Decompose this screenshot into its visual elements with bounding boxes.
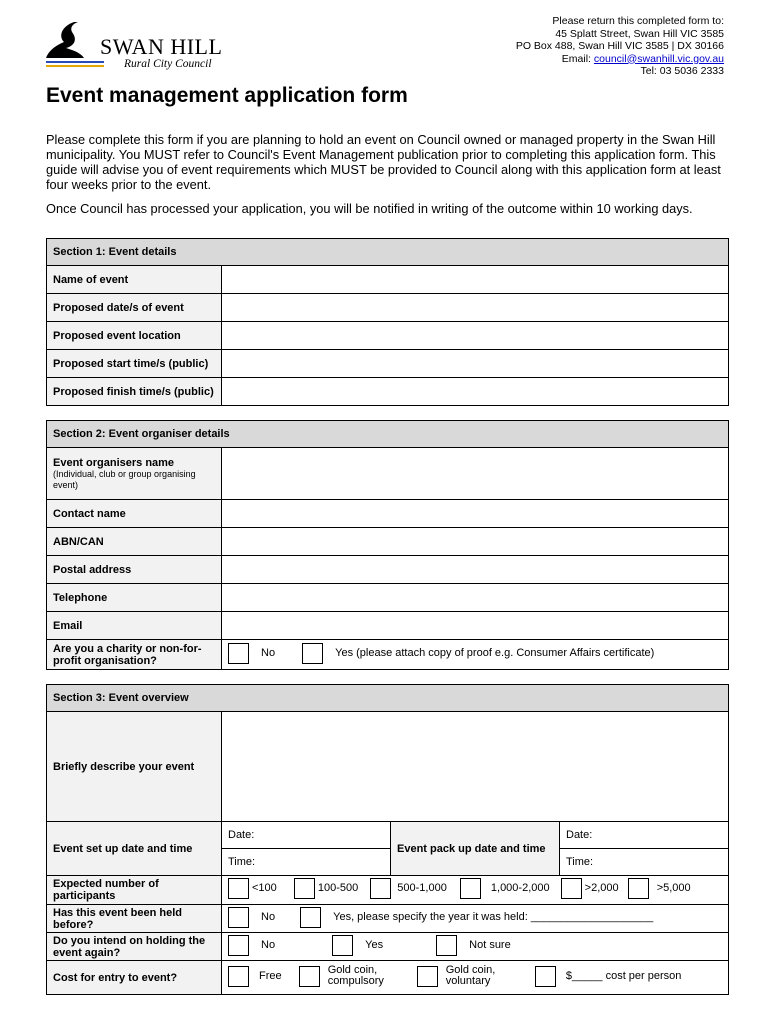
option-label: Yes	[365, 938, 384, 951]
event-description-input[interactable]	[222, 712, 729, 822]
option-label: No	[261, 910, 276, 923]
postal-address-input[interactable]	[222, 556, 729, 584]
field-label: Briefly describe your event	[47, 712, 222, 822]
option-label: <100	[252, 882, 277, 894]
charity-yes-checkbox[interactable]	[302, 643, 323, 664]
section-1-heading: Section 1: Event details	[47, 239, 729, 266]
organiser-name-input[interactable]	[222, 448, 729, 500]
section-2-table	[46, 420, 729, 670]
field-label: Event pack up date and time	[391, 822, 560, 876]
participants-checkbox[interactable]	[460, 878, 481, 899]
logo-main-text: SWAN HILL	[100, 34, 223, 59]
packup-date-input[interactable]: Date:	[560, 822, 729, 849]
again-options	[222, 933, 729, 961]
section-3-table	[46, 684, 729, 995]
field-label: Do you intend on holding the event again?	[47, 933, 222, 961]
event-location-input[interactable]	[222, 322, 729, 350]
cost-goldcoin-compulsory-checkbox[interactable]	[299, 966, 320, 987]
cost-options	[222, 961, 729, 995]
address-line: 45 Splatt Street, Swan Hill VIC 3585	[555, 27, 724, 40]
option-label: Yes, please specify the year it was held: ____________________	[333, 910, 654, 923]
email-link[interactable]: council@swanhill.vic.gov.au	[593, 52, 724, 65]
section-2-heading: Section 2: Event organiser details	[47, 421, 729, 448]
charity-options	[222, 640, 729, 670]
option-label: Yes (please attach copy of proof e.g. Consumer Affairs certificate)	[335, 646, 655, 659]
packup-time-input[interactable]: Time:	[560, 849, 729, 876]
option-label: 500-1,000	[397, 882, 447, 894]
option-label: No	[261, 646, 276, 659]
field-label: Name of event	[47, 266, 222, 294]
field-label: Cost for entry to event?	[47, 961, 222, 995]
return-address	[516, 15, 724, 78]
processing-paragraph: Once Council has processed your application, you will be notified in writing of the outcome within 10 working days.	[46, 201, 693, 216]
page-title: Event management application form	[46, 84, 408, 107]
finish-time-input[interactable]	[222, 378, 729, 406]
charity-no-checkbox[interactable]	[228, 643, 249, 664]
field-label: Email	[47, 612, 222, 640]
field-label: Postal address	[47, 556, 222, 584]
option-label: Gold coin, voluntary	[445, 964, 496, 988]
event-dates-input[interactable]	[222, 294, 729, 322]
field-hint: (Individual, club or group organising event)	[53, 468, 196, 490]
field-label: Telephone	[47, 584, 222, 612]
field-label: ABN/CAN	[47, 528, 222, 556]
telephone-line: Tel: 03 5036 2333	[640, 65, 724, 77]
setup-time-input[interactable]: Time:	[222, 849, 391, 876]
participants-checkbox[interactable]	[628, 878, 649, 899]
email-label: Email:	[561, 52, 591, 65]
again-notsure-checkbox[interactable]	[436, 935, 457, 956]
option-label: $_____ cost per person	[565, 969, 682, 982]
held-options	[222, 905, 729, 933]
again-no-checkbox[interactable]	[228, 935, 249, 956]
option-label: >5,000	[656, 882, 691, 894]
contact-name-input[interactable]	[222, 500, 729, 528]
option-label: Free	[259, 969, 282, 982]
option-label: No	[261, 938, 276, 951]
abn-input[interactable]	[222, 528, 729, 556]
address-line: PO Box 488, Swan Hill VIC 3585 | DX 30166	[515, 40, 724, 52]
participants-checkbox[interactable]	[294, 878, 315, 899]
address-line: Please return this completed form to:	[552, 15, 724, 27]
field-label: Expected number of participants	[47, 876, 222, 905]
participants-options	[222, 876, 729, 905]
held-yes-checkbox[interactable]	[300, 907, 321, 928]
cost-free-checkbox[interactable]	[228, 966, 249, 987]
logo-sub-text: Rural City Council	[124, 58, 212, 70]
participants-checkbox[interactable]	[228, 878, 249, 899]
option-label: Not sure	[469, 938, 511, 951]
field-label: Proposed finish time/s (public)	[47, 378, 222, 406]
cost-goldcoin-voluntary-checkbox[interactable]	[417, 966, 438, 987]
field-label: Event set up date and time	[47, 822, 222, 876]
participants-checkbox[interactable]	[561, 878, 582, 899]
setup-date-input[interactable]: Date:	[222, 822, 391, 849]
email-input[interactable]	[222, 612, 729, 640]
telephone-input[interactable]	[222, 584, 729, 612]
section-3-heading: Section 3: Event overview	[47, 685, 729, 712]
field-label: Proposed start time/s (public)	[47, 350, 222, 378]
cost-per-person-checkbox[interactable]	[535, 966, 556, 987]
field-label: Are you a charity or non-for-profit organisation?	[47, 640, 222, 670]
option-label: >2,000	[584, 882, 619, 894]
option-label: 100-500	[317, 882, 359, 894]
again-yes-checkbox[interactable]	[332, 935, 353, 956]
section-1-table	[46, 238, 729, 406]
held-no-checkbox[interactable]	[228, 907, 249, 928]
field-label: Event organisers name	[53, 456, 175, 469]
event-name-input[interactable]	[222, 266, 729, 294]
option-label: Gold coin, compulsory	[327, 964, 384, 988]
start-time-input[interactable]	[222, 350, 729, 378]
participants-checkbox[interactable]	[370, 878, 391, 899]
field-label: Proposed event location	[47, 322, 222, 350]
option-label: 1,000-2,000	[490, 882, 550, 894]
intro-paragraph: Please complete this form if you are planning to hold an event on Council owned or managed property in the Swan Hill municipality. You MUST refer to Council's Event Management publication prior to completing this application form. This guide will advise you of event requirements which MUST be provided to Council along with this application form at least four weeks prior to the event.	[46, 132, 721, 192]
organiser-label-cell	[47, 448, 222, 500]
field-label: Contact name	[47, 500, 222, 528]
field-label: Proposed date/s of event	[47, 294, 222, 322]
field-label: Has this event been held before?	[47, 905, 222, 933]
